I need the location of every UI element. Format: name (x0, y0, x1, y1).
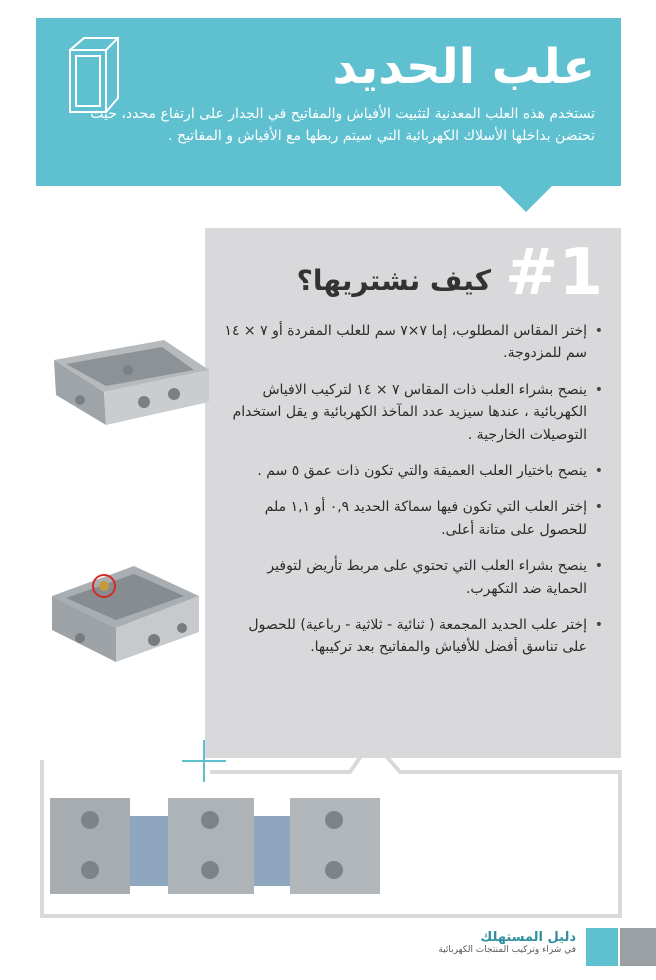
footer-accent (586, 928, 618, 966)
section-number: #1 (504, 236, 603, 310)
footer-subtitle: في شراء وتركيب المنتجات الكهربائية (438, 945, 576, 955)
list-item: • إختر العلب التي تكون فيها سماكة الحديد ٠,٩ أو ١,١ ملم للحصول على متانة أعلى. (223, 496, 603, 541)
tips-list (223, 320, 603, 673)
content-panel (205, 228, 621, 758)
plus-decoration (182, 760, 226, 762)
header-banner (36, 18, 621, 186)
ganged-boxes-image (50, 790, 420, 900)
section-heading: كيف نشتريها؟ (296, 264, 491, 297)
list-item: • إختر المقاس المطلوب، إما ٧×٧ سم للعلب المفردة أو ٧ × ١٤ سم للمزدوجة. (223, 320, 603, 365)
page-title: علب الحديد (332, 39, 595, 95)
list-item: • ينصح باختيار العلب العميقة والتي تكون ذات عمق ٥ سم . (223, 460, 603, 482)
metal-box-image (44, 330, 214, 430)
header-notch (500, 186, 552, 212)
list-item: • ينصح بشراء العلب التي تحتوي على مربط تأريض لتوفير الحماية ضد التكهرب. (223, 555, 603, 600)
earth-terminal-box-image (44, 556, 204, 666)
list-item: • ينصح بشراء العلب ذات المقاس ٧ × ١٤ لتركيب الافياش الكهربائية ، عندها سيزيد عدد المآخذ الكهربائية و يقل استخدام التوصيلات الخارجية . (223, 379, 603, 446)
footer-accent (620, 928, 656, 966)
footer-title: دليل المستهلك (480, 930, 576, 945)
list-item: • إختر علب الحديد المجمعة ( ثنائية - ثلاثية - رباعية) للحصول على تناسق أفضل للأفياش والمفاتيح بعد تركيبها. (223, 614, 603, 659)
intro-text: تستخدم هذه العلب المعدنية لتثبيت الأفياش والمفاتيح في الجدار على ارتفاع محدد، حيث تحتضن بداخلها الأسلاك الكهربائية التي سيتم ربطها مع الأفياش و المفاتيح . (90, 106, 595, 144)
footer-text (438, 930, 576, 955)
